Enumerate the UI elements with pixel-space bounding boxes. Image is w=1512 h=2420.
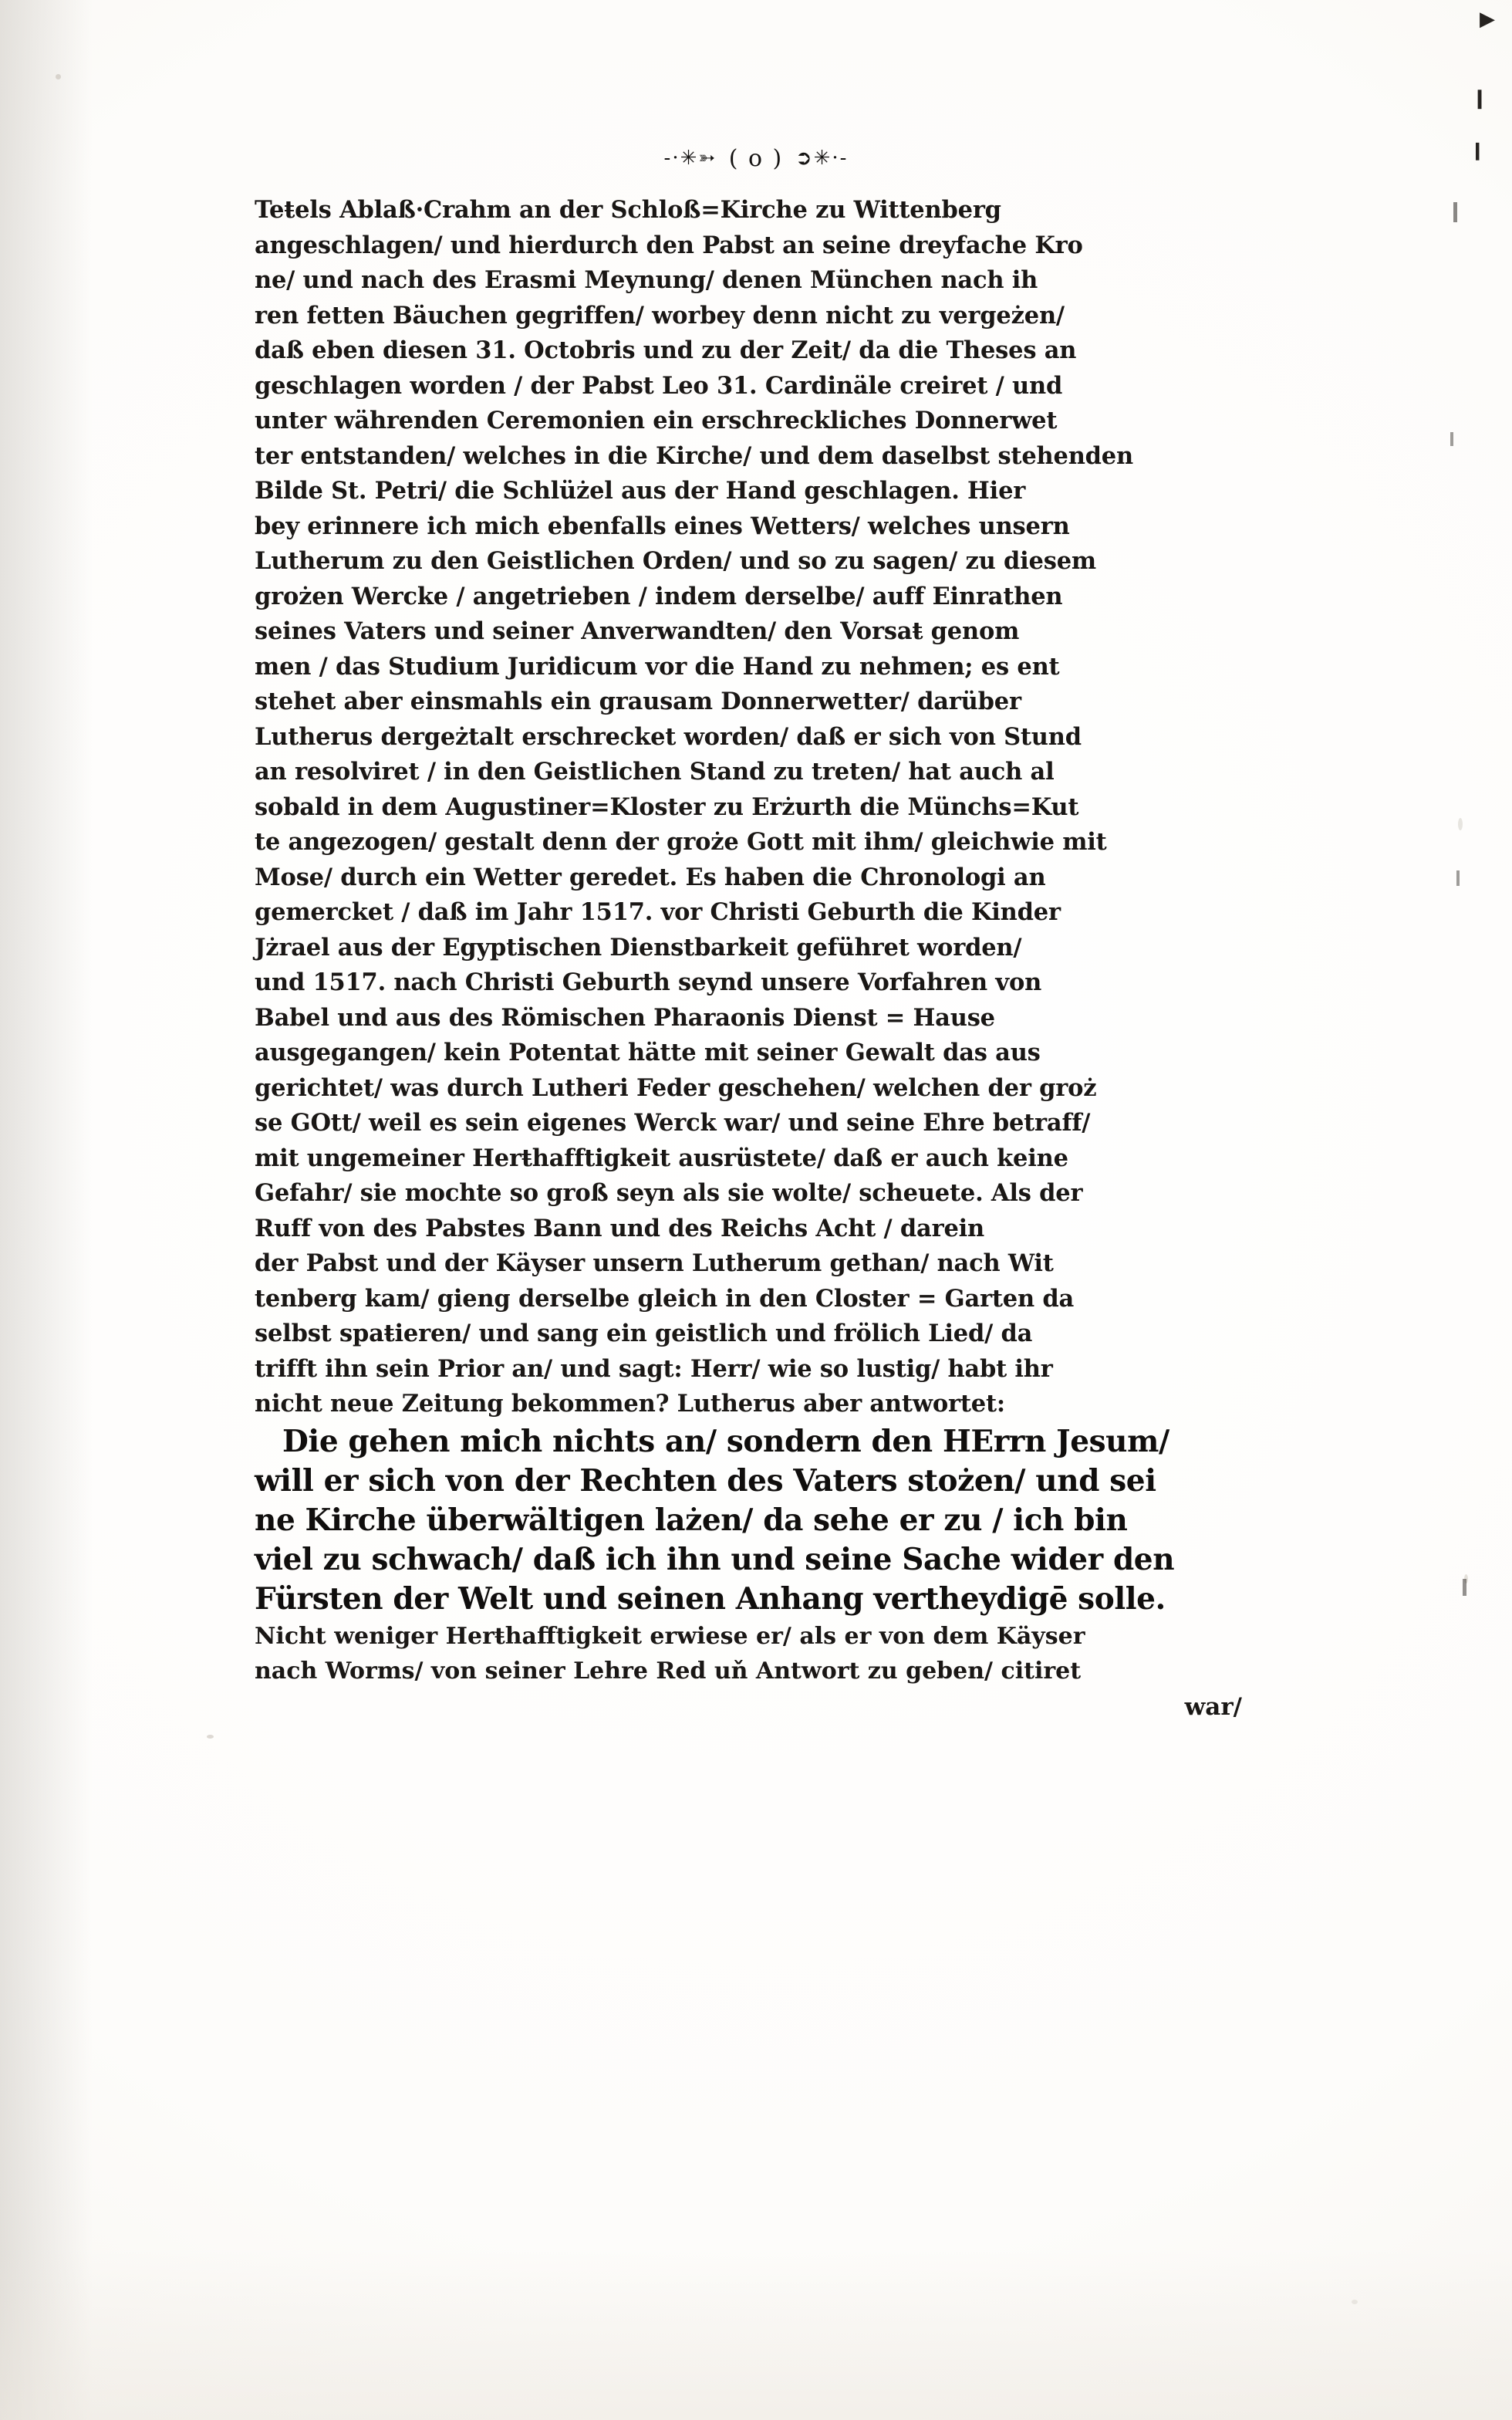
text-line: Nicht weniger Herŧhafftigkeit erwiese er/ als er von dem Käyser [255,1622,1085,1650]
emphasis-text-line: viel zu schwach/ daß ich ihn und seine Sache wider den [255,1541,1175,1577]
page-text-column [255,193,1335,1721]
text-line: grożen Wercke / angetrieben / indem derselbe/ auff Einrathen [255,582,1063,610]
text-line: Mose/ durch ein Wetter geredet. Es haben die Chronologi an [255,863,1046,891]
text-line: unter währenden Ceremonien ein erschreckliches Donnerwet [255,407,1058,434]
text-line: ausgegangen/ kein Potentat hätte mit seiner Gewalt das aus [255,1039,1041,1066]
edge-artifact-icon: ❙ [1470,140,1485,161]
text-line: daß eben diesen 31. Octobris und zu der Zeit/ da die Theses an [255,336,1077,364]
text-line: se GOtt/ weil es sein eigenes Werck war/ und seine Ehre betraff/ [255,1109,1091,1137]
paper-speckle [207,1735,214,1739]
text-line: trifft ihn sein Prior an/ und sagt: Herr/ wie so lustig/ habt ihr [255,1354,1053,1383]
text-line: Lutherum zu den Geistlichen Orden/ und so zu sagen/ zu diesem [255,547,1096,575]
edge-artifact-mark [1450,432,1453,446]
paper-speckle [1458,818,1463,830]
text-line: Gefahr/ sie mochte so groß seyn als sie wolte/ scheuete. Als der [255,1179,1083,1207]
text-line: angeschlagen/ und hierdurch den Pabst an seine dreyfache Kro [255,231,1083,259]
text-line: selbst spaŧieren/ und sang ein geistlich und frölich Lied/ da [255,1320,1033,1347]
text-line: an resolviret / in den Geistlichen Stand zu treten/ hat auch al [255,758,1055,786]
gutter-shadow [0,0,93,2420]
edge-artifact-mark [1463,1579,1466,1596]
text-line: Lutherus dergeżtalt erschrecket worden/ daß er sich von Stund [255,722,1082,751]
emphasis-text-line: Fürsten der Welt und seinen Anhang vertheydigē solle. [255,1580,1166,1617]
ornament-right-icon: ➲✳·- [795,147,849,170]
edge-artifact-icon: ❙ [1472,86,1488,109]
text-line: und 1517. nach Christi Geburth seynd unsere Vorfahren von [255,968,1042,996]
text-line: stehet aber einsmahls ein grausam Donnerwetter/ darüber [255,688,1021,715]
text-line: gemercket / daß im Jahr 1517. vor Christi Geburth die Kinder [255,898,1061,926]
ornament-left-icon: -·✳➳ [663,147,717,170]
text-line: seines Vaters und seiner Anverwandten/ den Vorsaŧ genom [255,617,1020,645]
text-line: Bilde St. Petri/ die Schlüżel aus der Hand geschlagen. Hier [255,477,1026,505]
page-header-ornament [0,144,1512,172]
catchword: war/ [1184,1692,1242,1721]
page-number: ( o ) [728,144,784,172]
emphasis-text-line: ne Kirche überwältigen lażen/ da sehe er zu / ich bin [255,1502,1128,1538]
text-line: sobald in dem Augustiner=Kloster zu Erżurth die Münchs=Kut [255,793,1079,821]
paper-speckle [56,74,61,79]
edge-artifact-mark [1453,202,1457,222]
text-line: Babel und aus des Römischen Pharaonis Dienst = Hause [255,1003,995,1032]
text-line: ren fetten Bäuchen gegriffen/ worbey denn nicht zu vergeżen/ [255,301,1065,330]
text-line: ter entstanden/ welches in die Kirche/ und dem daselbst stehenden [255,441,1133,470]
text-line: bey erinnere ich mich ebenfalls eines Wetters/ welches unsern [255,512,1070,540]
edge-artifact-icon: ▶ [1480,8,1495,31]
text-line: Teŧels Ablaß·Crahm an der Schloß=Kirche zu Wittenberg [255,196,1001,224]
text-line: mit ungemeiner Herŧhafftigkeit ausrüstete/ daß er auch keine [255,1144,1068,1172]
text-line: Ruff von des Pabstes Bann und des Reichs Acht / darein [255,1214,985,1242]
text-line: Jżrael aus der Egyptischen Dienstbarkeit geführet worden/ [255,933,1022,962]
text-line: tenberg kam/ gieng derselbe gleich in den Closter = Garten da [255,1284,1075,1313]
page-bottom-fade [0,2250,1512,2420]
text-line: ne/ und nach des Erasmi Meynung/ denen München nach ih [255,266,1038,294]
text-line: nicht neue Zeitung bekommen? Lutherus aber antwortet: [255,1390,1005,1418]
paper-speckle [1352,2300,1358,2304]
emphasis-text-line: will er sich von der Rechten des Vaters stożen/ und sei [255,1462,1156,1499]
text-line: men / das Studium Juridicum vor die Hand zu nehmen; es ent [255,652,1060,681]
text-line: geschlagen worden / der Pabst Leo 31. Cardinäle creiret / und [255,371,1063,400]
text-line: nach Worms/ von seiner Lehre Red uň Antwort zu geben/ citiret [255,1657,1082,1685]
text-line: gerichtet/ was durch Lutheri Feder geschehen/ welchen der groż [255,1073,1097,1102]
text-line: te angezogen/ gestalt denn der groże Gott mit ihm/ gleichwie mit [255,828,1107,856]
text-line: der Pabst und der Käyser unsern Lutherum gethan/ nach Wit [255,1249,1054,1277]
emphasis-text-line: Die gehen mich nichts an/ sondern den HErrn Jesum/ [282,1423,1169,1459]
edge-artifact-mark [1456,870,1460,886]
